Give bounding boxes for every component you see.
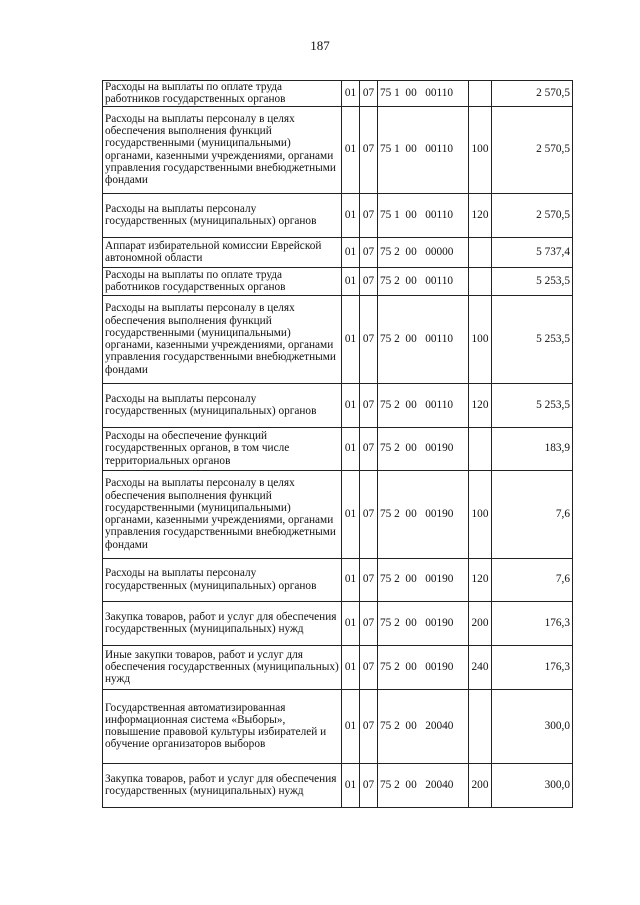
row-subsection-cell: 07 [360, 763, 378, 807]
page-number: 187 [310, 38, 330, 53]
row-section-cell: 01 [342, 295, 360, 383]
row-subsection-cell: 07 [360, 237, 378, 267]
row-name-cell: Иные закупки товаров, работ и услуг для обеспечения государственных (муниципальных) нужд [103, 645, 342, 689]
table-row [103, 295, 573, 383]
row-target-code-cell: 75 1 00 00110 [378, 81, 469, 107]
row-name-cell: Расходы на выплаты персоналу в целях обеспечения выполнения функций государственными (муниципальными) органами, казенными учреждениями, органами управления государственными внебюджетными фондами [103, 470, 342, 558]
row-target-code-cell: 75 2 00 00190 [378, 427, 469, 470]
row-expense-type-cell: 200 [469, 763, 492, 807]
row-target-code-cell: 75 2 00 00190 [378, 601, 469, 645]
row-sum-cell: 5 737,4 [492, 237, 573, 267]
row-subsection-cell: 07 [360, 427, 378, 470]
row-name-cell: Расходы на выплаты персоналу государственных (муниципальных) органов [103, 558, 342, 601]
row-section-cell: 01 [342, 470, 360, 558]
row-name-cell: Расходы на выплаты персоналу в целях обеспечения выполнения функций государственными (муниципальными) органами, казенными учреждениями, органами управления государственными внебюджетными фондами [103, 295, 342, 383]
row-section-cell: 01 [342, 81, 360, 107]
row-subsection-cell: 07 [360, 193, 378, 237]
row-sum-cell: 183,9 [492, 427, 573, 470]
row-name-cell: Расходы на выплаты персоналу государственных (муниципальных) органов [103, 193, 342, 237]
row-target-code-cell: 75 2 00 00110 [378, 383, 469, 427]
row-expense-type-cell [469, 689, 492, 763]
row-expense-type-cell: 100 [469, 295, 492, 383]
row-section-cell: 01 [342, 106, 360, 193]
row-name-cell: Расходы на выплаты по оплате труда работников государственных органов [103, 267, 342, 295]
row-target-code-cell: 75 2 00 00190 [378, 470, 469, 558]
row-subsection-cell: 07 [360, 81, 378, 107]
row-section-cell: 01 [342, 558, 360, 601]
row-expense-type-cell [469, 81, 492, 107]
row-target-code-cell: 75 2 00 00110 [378, 267, 469, 295]
row-section-cell: 01 [342, 237, 360, 267]
table-row [103, 558, 573, 601]
table-row [103, 763, 573, 807]
row-expense-type-cell: 100 [469, 470, 492, 558]
row-section-cell: 01 [342, 267, 360, 295]
row-expense-type-cell [469, 427, 492, 470]
row-subsection-cell: 07 [360, 601, 378, 645]
row-section-cell: 01 [342, 601, 360, 645]
table-row [103, 106, 573, 193]
row-sum-cell: 7,6 [492, 558, 573, 601]
row-expense-type-cell: 120 [469, 383, 492, 427]
row-target-code-cell: 75 2 00 20040 [378, 689, 469, 763]
row-name-cell: Расходы на выплаты персоналу в целях обеспечения выполнения функций государственными (муниципальными) органами, казенными учреждениями, органами управления государственными внебюджетными фондами [103, 106, 342, 193]
row-expense-type-cell: 100 [469, 106, 492, 193]
row-sum-cell: 5 253,5 [492, 383, 573, 427]
row-name-cell: Расходы на выплаты персоналу государственных (муниципальных) органов [103, 383, 342, 427]
row-subsection-cell: 07 [360, 689, 378, 763]
row-subsection-cell: 07 [360, 558, 378, 601]
row-expense-type-cell: 120 [469, 193, 492, 237]
row-expense-type-cell [469, 267, 492, 295]
table-row [103, 427, 573, 470]
row-target-code-cell: 75 2 00 00110 [378, 295, 469, 383]
budget-table-body [103, 81, 573, 808]
budget-table [102, 80, 573, 808]
row-sum-cell: 2 570,5 [492, 193, 573, 237]
row-sum-cell: 5 253,5 [492, 295, 573, 383]
table-row [103, 81, 573, 107]
table-row [103, 193, 573, 237]
table-row [103, 470, 573, 558]
row-sum-cell: 176,3 [492, 645, 573, 689]
row-sum-cell: 300,0 [492, 763, 573, 807]
row-subsection-cell: 07 [360, 383, 378, 427]
row-expense-type-cell: 200 [469, 601, 492, 645]
table-row [103, 267, 573, 295]
row-sum-cell: 176,3 [492, 601, 573, 645]
row-expense-type-cell: 240 [469, 645, 492, 689]
row-target-code-cell: 75 2 00 00000 [378, 237, 469, 267]
row-name-cell: Закупка товаров, работ и услуг для обеспечения государственных (муниципальных) нужд [103, 601, 342, 645]
row-name-cell: Аппарат избирательной комиссии Еврейской автономной области [103, 237, 342, 267]
row-target-code-cell: 75 1 00 00110 [378, 106, 469, 193]
row-target-code-cell: 75 2 00 20040 [378, 763, 469, 807]
row-section-cell: 01 [342, 763, 360, 807]
row-section-cell: 01 [342, 193, 360, 237]
row-name-cell: Государственная автоматизированная информационная система «Выборы», повышение правовой культуры избирателей и обучение организаторов выборов [103, 689, 342, 763]
row-subsection-cell: 07 [360, 295, 378, 383]
row-name-cell: Расходы на выплаты по оплате труда работников государственных органов [103, 81, 342, 107]
row-expense-type-cell: 120 [469, 558, 492, 601]
table-row [103, 237, 573, 267]
row-name-cell: Расходы на обеспечение функций государственных органов, в том числе территориальных органов [103, 427, 342, 470]
row-sum-cell: 2 570,5 [492, 106, 573, 193]
row-section-cell: 01 [342, 645, 360, 689]
row-subsection-cell: 07 [360, 470, 378, 558]
row-sum-cell: 2 570,5 [492, 81, 573, 107]
row-subsection-cell: 07 [360, 645, 378, 689]
row-name-cell: Закупка товаров, работ и услуг для обеспечения государственных (муниципальных) нужд [103, 763, 342, 807]
row-sum-cell: 5 253,5 [492, 267, 573, 295]
row-sum-cell: 7,6 [492, 470, 573, 558]
table-row [103, 601, 573, 645]
table-row [103, 383, 573, 427]
row-target-code-cell: 75 1 00 00110 [378, 193, 469, 237]
table-row [103, 689, 573, 763]
row-section-cell: 01 [342, 427, 360, 470]
row-expense-type-cell [469, 237, 492, 267]
row-target-code-cell: 75 2 00 00190 [378, 558, 469, 601]
row-section-cell: 01 [342, 383, 360, 427]
row-sum-cell: 300,0 [492, 689, 573, 763]
row-target-code-cell: 75 2 00 00190 [378, 645, 469, 689]
row-subsection-cell: 07 [360, 106, 378, 193]
row-section-cell: 01 [342, 689, 360, 763]
table-row [103, 645, 573, 689]
row-subsection-cell: 07 [360, 267, 378, 295]
